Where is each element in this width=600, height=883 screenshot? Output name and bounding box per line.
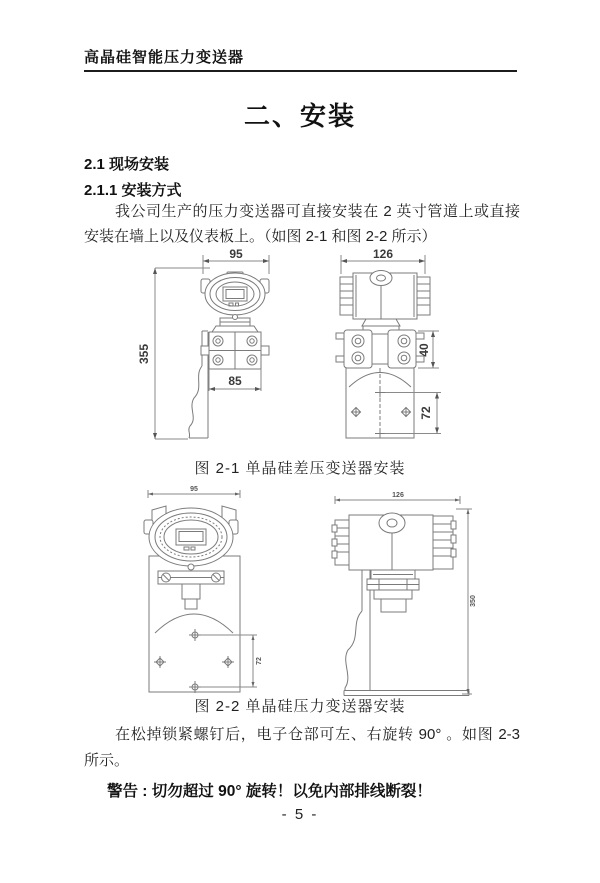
- dp-transmitter-front-view: [189, 272, 269, 438]
- conduit-entry: [370, 271, 392, 286]
- figure-2-2-drawing: [130, 483, 490, 701]
- dim-label-40: 40: [417, 343, 431, 357]
- paragraph-installation: 我公司生产的压力变送器可直接安装在 2 英寸管道上或直接安装在墙上以及仪表板上。（如图 2-1 和图 2-2 所示）: [84, 203, 520, 245]
- conduit-entry: [379, 513, 405, 533]
- p-transmitter-side-view: [332, 513, 469, 696]
- dim-label-95: 95: [229, 247, 243, 261]
- dim-label-95-small: 95: [190, 486, 198, 493]
- dim-label-355: 355: [137, 343, 151, 365]
- section-heading-2-1-1: 2.1.1 安装方式: [84, 182, 182, 199]
- document-header: 高晶硅智能压力变送器: [84, 49, 245, 66]
- dim-label-126: 126: [372, 247, 394, 261]
- figure-2-1-caption: 图 2-1 单晶硅差压变送器安装: [194, 460, 406, 477]
- dim-label-126-small: 126: [392, 492, 404, 499]
- section-heading-2-1: 2.1 现场安装: [84, 156, 170, 173]
- dim-label-72: 72: [419, 406, 433, 420]
- header-divider: [84, 70, 517, 72]
- paragraph-rotation: 在松掉锁紧螺钉后，电子仓部可左、右旋转 90° 。如图 2-3 所示。: [84, 726, 520, 769]
- dp-transmitter-side-view: [336, 271, 430, 439]
- figure-2-2-caption: 图 2-2 单晶硅压力变送器安装: [194, 698, 406, 715]
- figure-2-2: [130, 483, 490, 706]
- figure-2-1: [130, 246, 490, 461]
- p-transmitter-front-view: [144, 506, 240, 693]
- figure-2-1-drawing: [130, 246, 490, 456]
- warning-text: 警告 : 切勿超过 90° 旋转！以免内部排线断裂！: [107, 783, 432, 800]
- chapter-title: 二、安装: [243, 101, 356, 131]
- dim-label-72-small: 72: [256, 657, 263, 665]
- dim-label-350: 350: [470, 595, 477, 607]
- page-number: - 5 -: [281, 806, 319, 823]
- dim-label-85: 85: [228, 374, 242, 388]
